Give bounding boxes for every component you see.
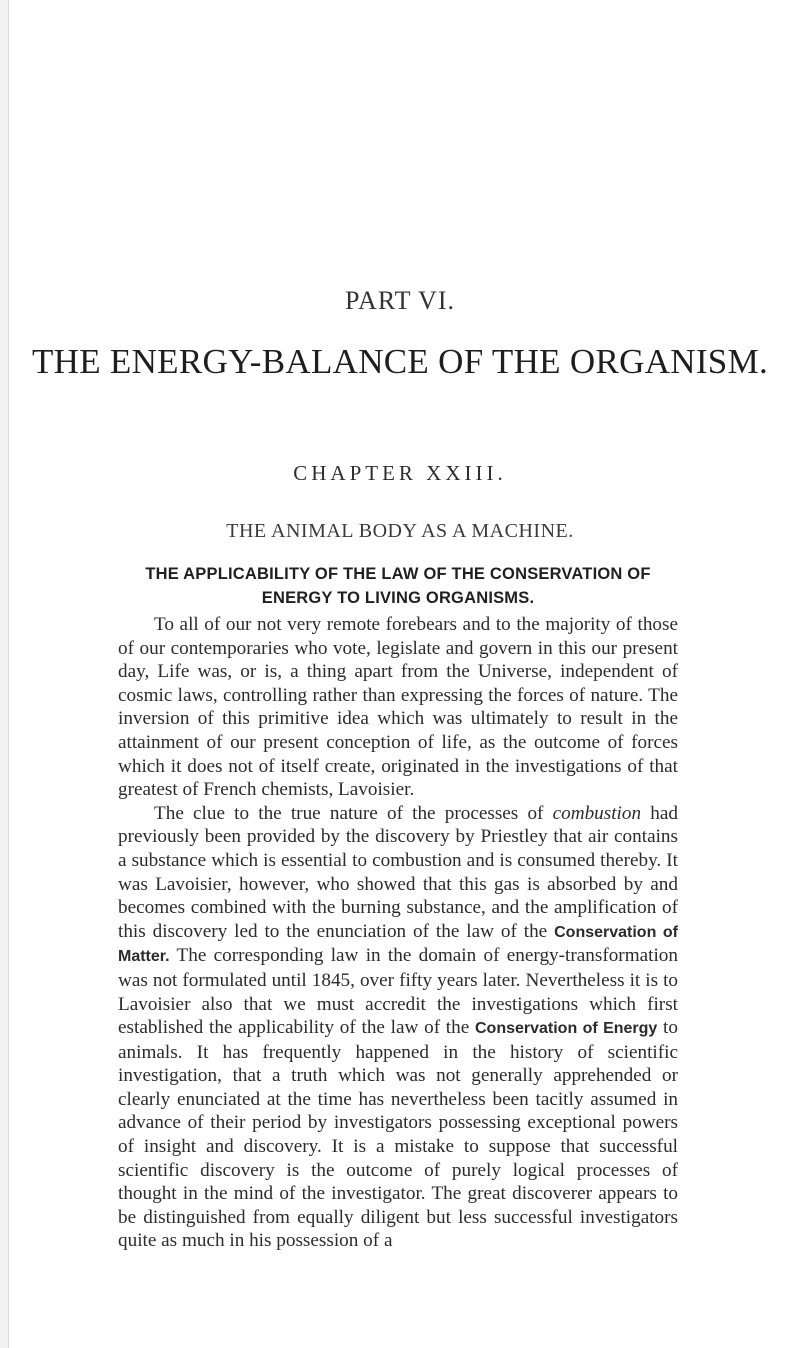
paragraph-2-text-c: The corresponding law in the domain of energy-transformation was not formulated until 1845, over fifty years later. Nevertheless it is to Lavoisier also that we must accredit the investigations which first established the applicability of the law of the (118, 945, 678, 1039)
part-title: PART VI. (344, 286, 455, 315)
paragraph-2 (118, 802, 678, 1253)
paragraph-1: To all of our not very remote forebears and to the majority of those of our contemporaries who vote, legislate and govern in this our present day, Life was, or is, a thing apart from the Universe, independent of cosmic laws, controlling rather than expressing the forces of nature. The inversion of this primitive idea which was ultimately to result in the attainment of our present conception of life, as the outcome of forces which it does not of itself create, originated in the investigations of that greatest of French chemists, Lavoisier. (118, 614, 678, 801)
paragraph-2-text-b: had previously been provided by the discovery by Priestley that air contains a substance which is essential to combustion and is consumed thereby. It was Lavoisier, however, who showed that this gas is absorbed by and becomes combined with the burning substance, and the amplification of this discovery led to the enunciation of the law of the (118, 802, 678, 942)
paragraph-2-text-a: The clue to the true nature of the processes of (154, 802, 553, 824)
paragraph-2-text-d: to animals. It has frequently happened in the history of scientific investigation, that a truth which was not generally apprehended or clearly enunciated at the time has nevertheless been tacitly assumed in advance of their period by investigators possessing exceptional powers of insight and discovery. It is a mistake to suppose that successful scientific discovery is the outcome of purely logical processes of thought in the mind of the investigator. The great discoverer appears to be distinguished from equally diligent but less successful investigators quite as much in his possession of a (118, 1017, 678, 1252)
conservation-of-matter-term: Conservation of Matter. (118, 923, 679, 966)
main-title: THE ENERGY-BALANCE OF THE ORGANISM. (31, 342, 769, 381)
conservation-of-energy-term: Conservation of Energy (474, 1020, 658, 1038)
combustion-term: combustion (552, 802, 642, 824)
chapter-title: CHAPTER XXIII. (293, 461, 507, 485)
page-gutter-edge (0, 0, 9, 1348)
chapter-subtitle: THE ANIMAL BODY AS A MACHINE. (226, 520, 574, 542)
body-text (118, 613, 678, 1253)
section-heading: THE APPLICABILITY OF THE LAW OF THE CONSERVATION OF ENERGY TO LIVING ORGANISMS. (145, 565, 651, 607)
